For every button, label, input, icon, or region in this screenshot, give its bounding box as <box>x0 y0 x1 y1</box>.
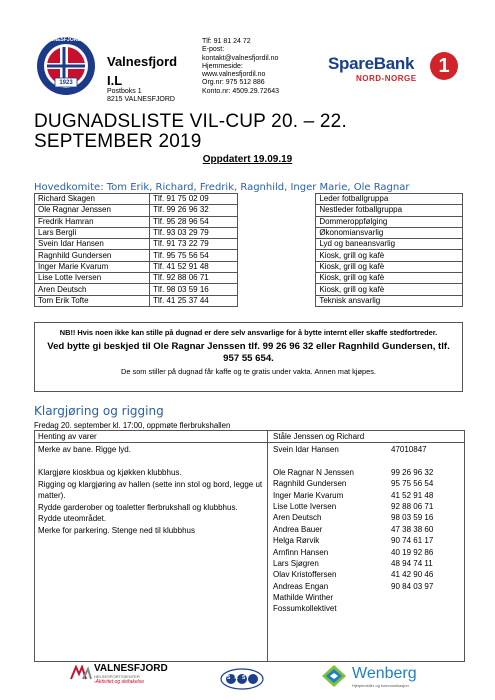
committee-spacer <box>238 295 316 306</box>
committee-table <box>34 193 463 307</box>
committee-name: Richard Skagen <box>35 194 150 205</box>
committee-row <box>35 295 463 306</box>
volunteer-phone: 41 52 91 48 <box>391 490 434 500</box>
volunteer-name: Arnfinn Hansen <box>273 547 329 557</box>
volunteer-phone: 99 26 96 32 <box>391 467 434 477</box>
volunteer-row <box>273 524 463 535</box>
tasks-left-header: Henting av varer <box>38 432 97 441</box>
notice-box <box>34 322 463 392</box>
sparebank-logo: SpareBank 1 NORD-NORGE <box>322 52 472 92</box>
volunteer-row <box>273 455 463 466</box>
volunteer-row <box>273 512 463 523</box>
committee-phone: Tlf. 91 75 02 09 <box>150 194 238 205</box>
committee-phone: Tlf. 41 52 91 48 <box>150 261 238 272</box>
volunteer-phone: 90 84 03 97 <box>391 581 434 591</box>
volunteer-row <box>273 569 463 580</box>
volunteer-list <box>273 444 463 615</box>
committee-role: Teknisk ansvarlig <box>316 295 463 306</box>
committee-name: Ragnhild Gundersen <box>35 250 150 261</box>
volunteer-row <box>273 444 463 455</box>
notice-line-3: De som stiller på dugnad får kaffe og te gratis under vakta. Annen mat kjøpes. <box>121 367 376 376</box>
volunteer-name: Aren Deutsch <box>273 513 322 523</box>
committee-row <box>35 239 463 250</box>
committee-spacer <box>238 250 316 261</box>
volunteer-phone: 41 42 90 46 <box>391 570 434 580</box>
volunteer-name: Lars Sjøgren <box>273 558 319 568</box>
volunteer-name: Andrea Bauer <box>273 524 323 534</box>
task-line: Merke for parkering. Stenge ned til klubbhus <box>38 525 195 535</box>
committee-row <box>35 284 463 295</box>
section-time: Fredag 20. september kl. 17:00, oppmøte flerbrukshallen <box>34 421 231 430</box>
badge-year: 1923 <box>59 80 73 86</box>
volunteer-row <box>273 467 463 478</box>
task-line: Merke av bane. Rigge lyd. <box>38 445 131 454</box>
committee-spacer <box>238 284 316 295</box>
badge-name: VALNESFJORD I.L <box>43 37 89 43</box>
task-line: Rigging og klargjøring av hallen (sette inn stol og bord, legge ut matter). <box>38 479 263 500</box>
committee-role: Kiosk, grill og kafè <box>316 284 463 295</box>
committee-phone: Tlf. 91 73 22 79 <box>150 239 238 250</box>
volunteer-name: Mathilde Winther <box>273 593 334 603</box>
task-line: Rydde uteområdet. <box>38 514 107 523</box>
sparebank-1-icon: 1 <box>430 52 458 80</box>
volunteer-row <box>273 558 463 569</box>
volunteer-phone: 48 94 74 11 <box>391 558 433 568</box>
volunteer-name: Svein Idar Hansen <box>273 445 339 454</box>
contact-info: Tlf: 91 81 24 72 E-post: kontakt@valnesfjordil.no Hjemmeside: www.valnesfjordil.no Org.nr: 975 512 886 Konto.nr: 4509.29.72643 <box>202 38 280 95</box>
header-divider <box>35 442 464 443</box>
volunteer-phone: 92 88 06 71 <box>391 501 434 511</box>
volunteer-row <box>273 490 463 501</box>
page-title: DUGNADSLISTE VIL-CUP 20. – 22. SEPTEMBER 2019 <box>34 111 347 152</box>
committee-phone: Tlf. 93 03 29 79 <box>150 227 238 238</box>
committee-row <box>35 227 463 238</box>
volunteer-name: Andreas Engan <box>273 581 329 591</box>
committee-heading: Hovedkomite: Tom Erik, Richard, Fredrik, Ragnhild, Inger Marie, Ole Ragnar <box>34 182 410 193</box>
committee-phone: Tlf. 95 75 56 54 <box>150 250 238 261</box>
committee-name: Ole Ragnar Jenssen <box>35 205 150 216</box>
tasks-right-header: Ståle Jenssen og Richard <box>273 432 365 441</box>
volunteer-row <box>273 547 463 558</box>
committee-phone: Tlf. 41 25 37 44 <box>150 295 238 306</box>
volunteer-phone: 40 19 92 86 <box>391 547 434 557</box>
volunteer-name: Ragnhild Gundersen <box>273 479 347 489</box>
committee-role: Kiosk, grill og kafè <box>316 250 463 261</box>
committee-role: Kiosk, grill og kafè <box>316 261 463 272</box>
tasks-table <box>34 430 465 662</box>
volunteer-phone: 98 03 59 16 <box>391 513 434 523</box>
volunteer-row <box>273 535 463 546</box>
volunteer-name: Ole Ragnar N Jenssen <box>273 467 354 477</box>
committee-row <box>35 194 463 205</box>
volunteer-phone: 47 38 38 60 <box>391 524 434 534</box>
volunteer-name: Fossumkollektivet <box>273 604 337 614</box>
committee-spacer <box>238 216 316 227</box>
committee-spacer <box>238 205 316 216</box>
club-badge-logo <box>36 36 96 96</box>
section-title: Klargjøring og rigging <box>34 404 164 418</box>
volunteer-row <box>273 592 463 603</box>
committee-spacer <box>238 273 316 284</box>
club-name: Valnesfjord I.L <box>107 54 178 88</box>
committee-phone: Tlf. 99 26 96 32 <box>150 205 238 216</box>
committee-row <box>35 216 463 227</box>
committee-row <box>35 261 463 272</box>
committee-spacer <box>238 239 316 250</box>
volunteer-name: Inger Marie Kvarum <box>273 490 344 500</box>
volunteer-name: Olav Kristoffersen <box>273 570 337 580</box>
committee-phone: Tlf. 98 03 59 16 <box>150 284 238 295</box>
volunteer-row <box>273 581 463 592</box>
committee-spacer <box>238 194 316 205</box>
volunteer-row <box>273 478 463 489</box>
committee-spacer <box>238 227 316 238</box>
committee-name: Lars Bergli <box>35 227 150 238</box>
volunteer-name: Lise Lotte Iversen <box>273 501 337 511</box>
updated-date: Oppdatert 19.09.19 <box>202 154 293 165</box>
committee-row <box>35 205 463 216</box>
committee-name: Inger Marie Kvarum <box>35 261 150 272</box>
column-divider <box>267 431 268 661</box>
notice-line-1: NB!! Hvis noen ikke kan stille på dugnad er dere selv ansvarlige for å bytte internt eller skaffe stedfortreder. <box>59 328 438 337</box>
task-list <box>38 444 263 536</box>
committee-role: Lyd og baneansvarlig <box>316 239 463 250</box>
club-address: Postboks 1 8215 VALNESFJORD <box>107 88 175 103</box>
committee-name: Svein Idar Hansen <box>35 239 150 250</box>
volunteer-phone: 95 75 56 54 <box>391 479 434 489</box>
committee-name: Aren Deutsch <box>35 284 150 295</box>
volunteer-row <box>273 501 463 512</box>
volunteer-name: Helga Rørvik <box>273 536 320 546</box>
task-line <box>38 456 263 468</box>
committee-phone: Tlf. 92 88 06 71 <box>150 273 238 284</box>
committee-spacer <box>238 261 316 272</box>
committee-phone: Tlf. 95 28 96 54 <box>150 216 238 227</box>
committee-role: Nestleder fotballgruppa <box>316 205 463 216</box>
committee-role: Kiosk, grill og kafè <box>316 273 463 284</box>
task-line: Klargjøre kioskbua og kjøkken klubbhus. <box>38 468 182 477</box>
notice-line-2: Ved bytte gi beskjed til Ole Ragnar Jenssen tlf. 99 26 96 32 eller Ragnhild Gundersen, tlf. 957 55 654. <box>47 341 450 364</box>
volunteer-phone: 90 74 61 17 <box>391 536 434 546</box>
volunteer-row <box>273 603 463 614</box>
committee-name: Fredrik Hamran <box>35 216 150 227</box>
committee-row <box>35 273 463 284</box>
sks-logo: SKS <box>220 668 264 695</box>
committee-role: Leder fotballgruppa <box>316 194 463 205</box>
committee-role: Dommeroppfølging <box>316 216 463 227</box>
committee-name: Tom Erik Tofte <box>35 295 150 306</box>
task-line: Rydde garderober og toaletter flerbrukshall og klubbhus. <box>38 502 238 512</box>
volunteer-phone: 47010847 <box>391 445 427 454</box>
committee-name: Lise Lotte Iversen <box>35 273 150 284</box>
committee-role: Økonomiansvarlig <box>316 227 463 238</box>
committee-row <box>35 250 463 261</box>
